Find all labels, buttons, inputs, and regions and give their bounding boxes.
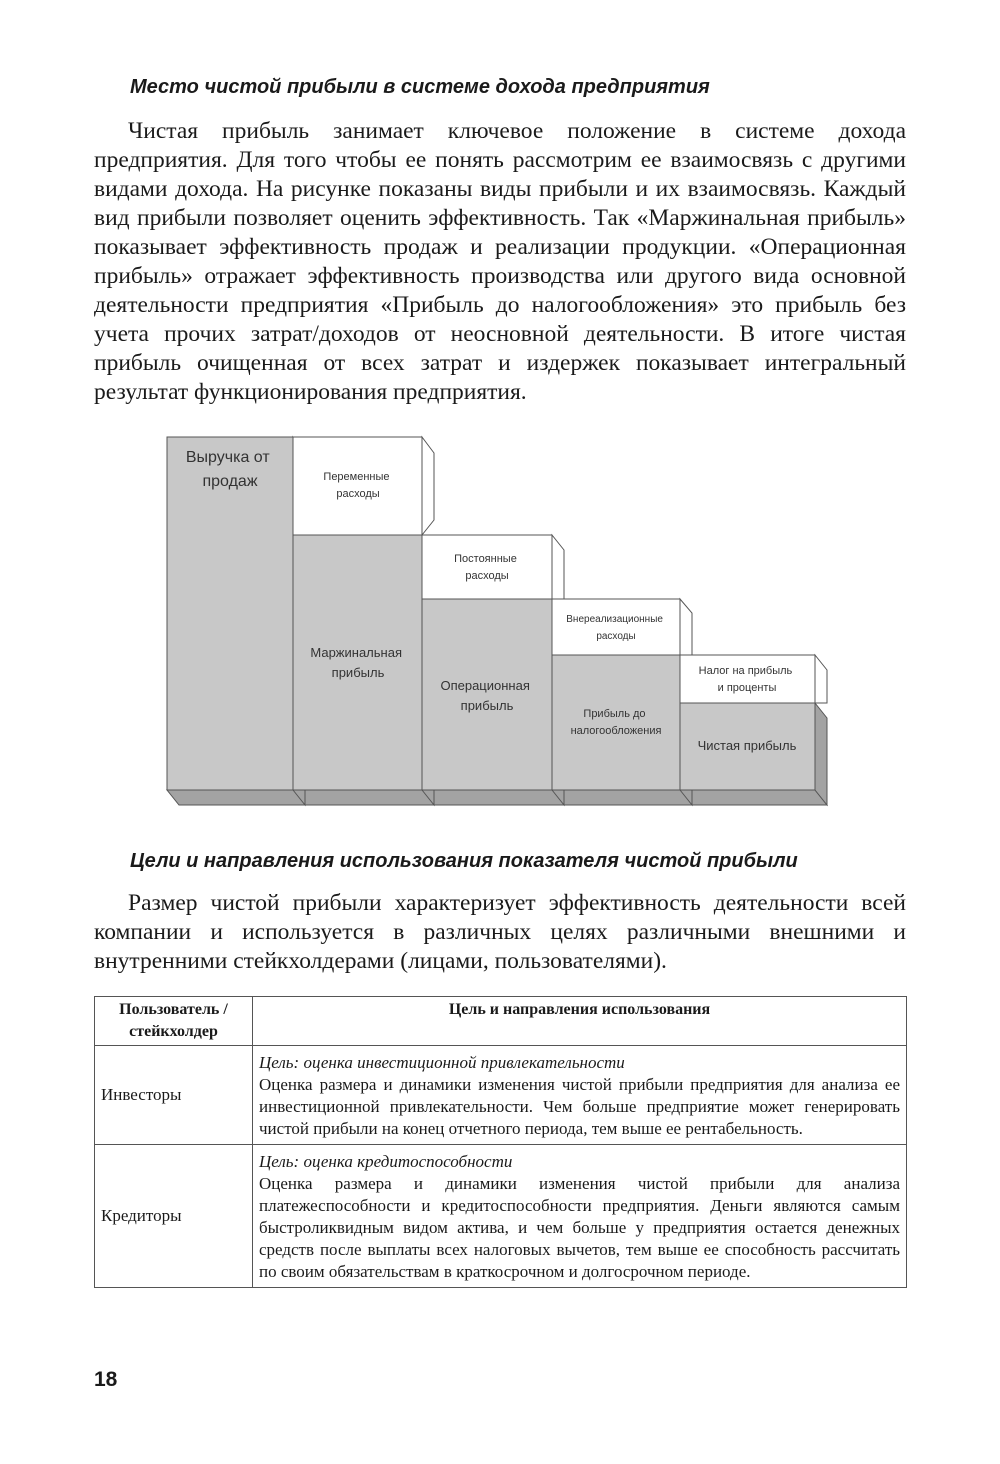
revenue-label: Выручка от продаж [185, 449, 270, 490]
tax-interest-box [680, 655, 815, 703]
usage-paragraph: Размер чистой прибыли характеризует эффективность деятельности всей компании и используется в различных целях различными внешними и внутренними стейкхолдерами (лицами, пользователями). [94, 890, 906, 974]
operating-profit-label: Операционная прибыль [440, 678, 530, 713]
non-operating-costs-label: Внереализационные расходы [566, 614, 663, 642]
goal-description: Оценка размера и динамики изменения чистой прибыли для анализа платежеспособности и кредитоспособности предприятия. Деньги являются самым быстроликвидным видом актива, и чем больше у предприятия остается денежных средств после выплаты всех налоговых вычетов, тем выше ее способность рассчитать по своим обязательствам в краткосрочном и долгосрочном периоде. [259, 1174, 900, 1281]
profit-structure-diagram [160, 425, 840, 810]
goal-text: Цель: оценка инвестиционной привлекательности [259, 1053, 625, 1072]
purpose-cell [253, 1046, 907, 1145]
pretax-profit-bar [552, 655, 680, 790]
tax-costs-side [815, 655, 827, 703]
diagram-base-front [167, 790, 827, 805]
pretax-profit-label: Прибыль до налогообложения [570, 708, 662, 737]
marginal-profit-bar [293, 535, 422, 790]
net-profit-side [815, 703, 827, 805]
stakeholder-cell: Кредиторы [95, 1145, 253, 1288]
net-profit-label: Чистая прибыль [697, 738, 797, 753]
fixed-costs-label: Постоянные расходы [454, 553, 517, 582]
section-heading-usage-goals: Цели и направления использования показателя чистой прибыли [130, 850, 798, 872]
header-purpose: Цель и направления использования [253, 997, 907, 1046]
purpose-cell [253, 1145, 907, 1288]
variable-costs-label: Переменные расходы [323, 471, 390, 500]
table-row [95, 1145, 907, 1288]
variable-costs-side [422, 437, 434, 535]
goal-text: Цель: оценка кредитоспособности [259, 1152, 513, 1171]
stakeholder-table [94, 996, 907, 1288]
fixed-costs-side [552, 535, 564, 599]
variable-costs-box [293, 437, 422, 535]
non-operating-costs-box [552, 599, 680, 655]
table-row [95, 1046, 907, 1145]
stakeholder-cell: Инвесторы [95, 1046, 253, 1145]
marginal-profit-label: Маржинальная прибыль [310, 645, 402, 680]
header-stakeholder: Пользователь / стейкхолдер [95, 997, 253, 1046]
section-heading-net-profit-place: Место чистой прибыли в системе дохода предприятия [130, 76, 710, 98]
non-operating-costs-side [680, 599, 692, 655]
intro-paragraph: Чистая прибыль занимает ключевое положение в системе дохода предприятия. Для того чтобы ее понять рассмотрим ее взаимосвязь с другими видами дохода. На рисунке показаны виды прибыли и их взаимосвязь. Каждый вид прибыли позволяет оценить эффективность. Так «Маржинальная прибыль» показывает эффективность продаж и реализации продукции. «Операционная прибыль» отражает эффективность производства или другого вида основной деятельности предприятия «Прибыль до налогообложения» это прибыль без учета прочих затрат/доходов от неосновной деятельности. В итоге чистая прибыль очищенная от всех затрат и издержек показывает интегральный результат функционирования предприятия. [94, 118, 906, 405]
goal-description: Оценка размера и динамики изменения чистой прибыли предприятия для анализа ее инвестиционной привлекательности. Чем больше предприятие может генерировать чистой прибыли на конец отчетного периода, тем выше ее рентабельность. [259, 1075, 900, 1138]
fixed-costs-box [422, 535, 552, 599]
tax-interest-label: Налог на прибыль и проценты [698, 665, 793, 694]
operating-profit-bar [422, 599, 552, 790]
table-header-row [95, 997, 907, 1046]
page-number: 18 [94, 1368, 118, 1391]
